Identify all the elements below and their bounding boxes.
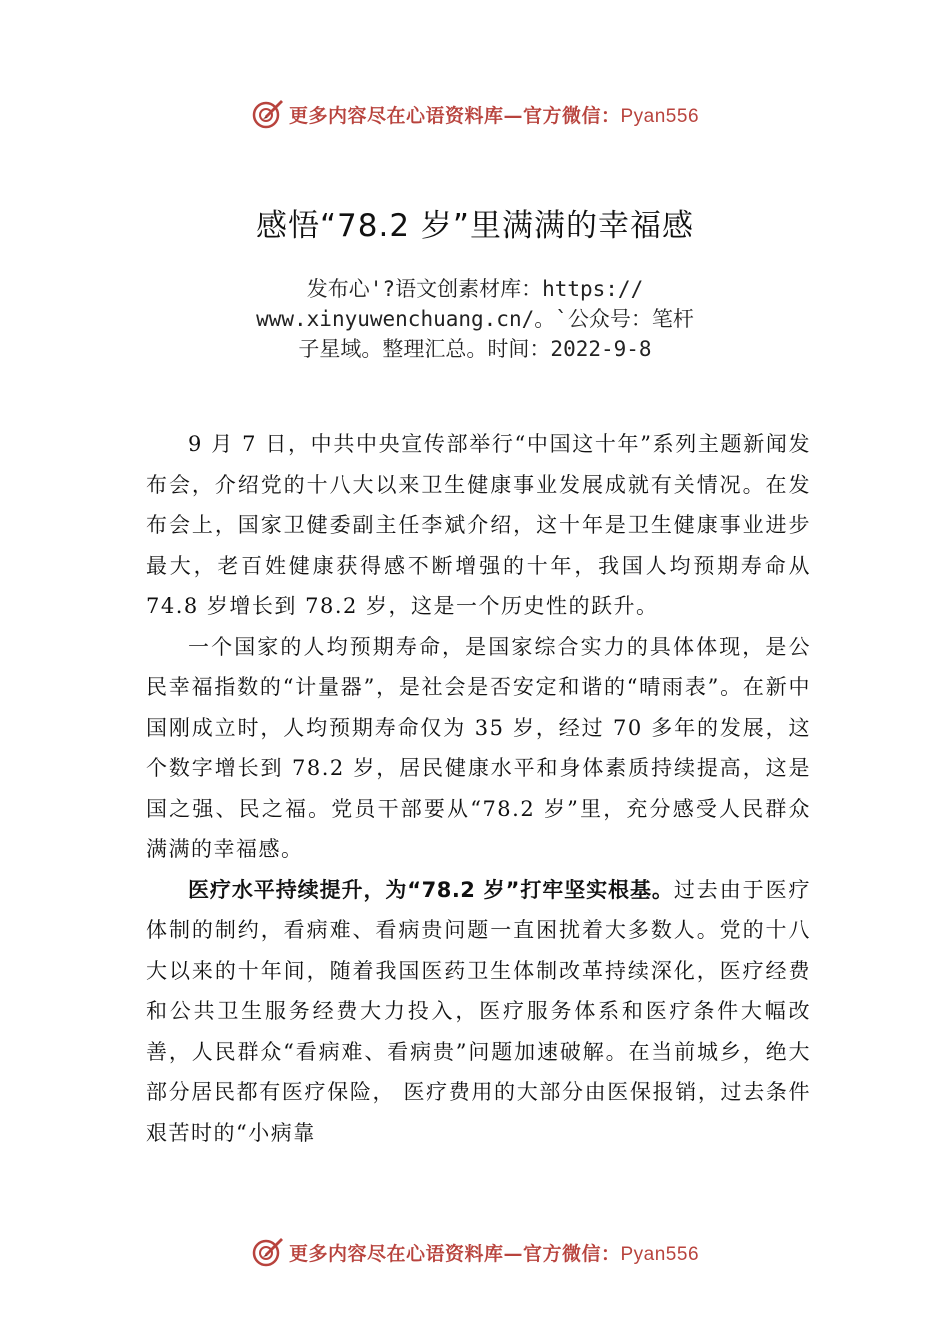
source-line: 子星域。整理汇总。时间：2022-9-8 [298,337,652,361]
header-banner [0,94,950,134]
wechat-id: Pyan556 [620,1243,700,1265]
paragraph: 一个国家的人均预期寿命，是国家综合实力的具体体现，是公民幸福指数的“计量器”，是社会是否安定和谐的“晴雨表”。在新中国刚成立时，人均预期寿命仅为 35 岁，经过 70 多年的发展，这个数字增长到 78.2 岁，居民健康水平和身体素质持续提高，这是国之强、民之福。党员干部要从“78.2 岁”里，充分感受人民群众满满的幸福感。 [146,634,811,861]
pen-logo-icon [251,97,285,131]
footer-banner [0,1232,950,1272]
paragraph-text: 过去由于医疗体制的制约，看病难、看病贵问题一直困扰着大多数人。党的十八大以来的十年间，随着我国医药卫生体制改革持续深化，医疗经费和公共卫生服务经费大力投入，医疗服务体系和医疗条件大幅改善，人民群众“看病难、看病贵”问题加速破解。在当前城乡，绝大部分居民都有医疗保险， 医疗费用的大部分由医保报销，过去条件艰苦时的“小病靠 [146,877,811,1145]
wechat-id: Pyan556 [620,105,700,127]
paragraph [146,870,811,1154]
source-line: www.xinyuwenchuang.cn/。`公众号：笔杆 [256,307,694,331]
banner-text: 更多内容尽在心语资料库—官方微信：Pyan556 [288,104,700,127]
page-title: 感悟“78.2 岁”里满满的幸福感 [256,208,694,244]
banner-text: 更多内容尽在心语资料库—官方微信：Pyan556 [288,1242,700,1265]
article-body [146,424,811,1153]
source-line: 发布心'?语文创素材库：https:// [306,277,644,301]
pen-logo-icon [251,1235,285,1269]
source-info [230,274,720,364]
paragraph-lead: 医疗水平持续提升，为“78.2 岁”打牢坚实根基。 [188,877,674,902]
paragraph: 9 月 7 日，中共中央宣传部举行“中国这十年”系列主题新闻发布会，介绍党的十八大以来卫生健康事业发展成就有关情况。在发布会上，国家卫健委副主任李斌介绍，这十年是卫生健康事业进步最大，老百姓健康获得感不断增强的十年，我国人均预期寿命从 74.8 岁增长到 78.2 岁，这是一个历史性的跃升。 [146,432,811,618]
